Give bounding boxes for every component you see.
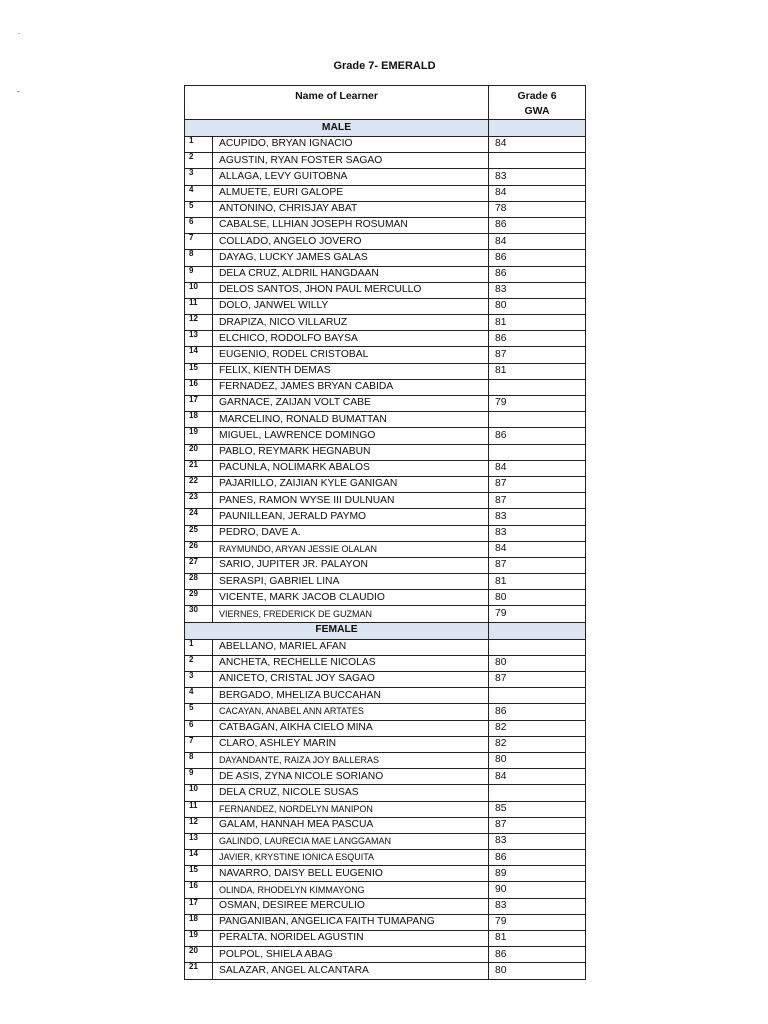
- learner-table: [184, 85, 586, 980]
- row-number: 18: [185, 412, 213, 428]
- learner-name: MIGUEL, LAWRENCE DOMINGO: [213, 428, 489, 444]
- learner-name: AGUSTIN, RYAN FOSTER SAGAO: [213, 153, 489, 169]
- row-number: 8: [185, 250, 213, 266]
- section-blank-cell: [489, 622, 586, 639]
- table-row: [185, 298, 586, 314]
- row-number: 3: [185, 672, 213, 688]
- table-row: [185, 250, 586, 266]
- row-number: 6: [185, 217, 213, 233]
- gwa-value: 80: [489, 752, 586, 768]
- learner-name: CATBAGAN, AIKHA CIELO MINA: [213, 720, 489, 736]
- gwa-value: 86: [489, 250, 586, 266]
- table-row: [185, 525, 586, 541]
- row-number: 2: [185, 153, 213, 169]
- gwa-value: 84: [489, 137, 586, 153]
- gwa-value: 84: [489, 460, 586, 476]
- row-number: 4: [185, 688, 213, 704]
- learner-name: ACUPIDO, BRYAN IGNACIO: [213, 137, 489, 153]
- learner-name: PEDRO, DAVE A.: [213, 525, 489, 541]
- row-number: 5: [185, 704, 213, 720]
- learner-name: NAVARRO, DAISY BELL EUGENIO: [213, 866, 489, 882]
- table-row: [185, 428, 586, 444]
- gwa-value: 84: [489, 185, 586, 201]
- table-row: [185, 947, 586, 963]
- table-row: [185, 169, 586, 185]
- gwa-value: 79: [489, 606, 586, 622]
- learner-name: EUGENIO, RODEL CRISTOBAL: [213, 347, 489, 363]
- row-number: 25: [185, 525, 213, 541]
- learner-name: CABALSE, LLHIAN JOSEPH ROSUMAN: [213, 217, 489, 233]
- learner-name: VIERNES, FREDERICK DE GUZMAN: [213, 606, 489, 622]
- row-number: 7: [185, 234, 213, 250]
- gwa-value: 83: [489, 282, 586, 298]
- table-row: [185, 444, 586, 460]
- gwa-value: 86: [489, 217, 586, 233]
- learner-name: ABELLANO, MARIEL AFAN: [213, 639, 489, 655]
- learner-name: GARNACE, ZAIJAN VOLT CABE: [213, 396, 489, 412]
- table-row: [185, 574, 586, 590]
- gwa-value: [489, 688, 586, 704]
- table-row: [185, 347, 586, 363]
- gwa-value: 84: [489, 541, 586, 557]
- row-number: 28: [185, 574, 213, 590]
- table-row: [185, 752, 586, 768]
- learner-name: PABLO, REYMARK HEGNABUN: [213, 444, 489, 460]
- table-row: [185, 493, 586, 509]
- gwa-value: 84: [489, 234, 586, 250]
- section-label: MALE: [185, 120, 489, 137]
- table-row: [185, 801, 586, 817]
- table-row: [185, 769, 586, 785]
- gwa-value: 80: [489, 298, 586, 314]
- learner-name: JAVIER, KRYSTINE IONICA ESQUITA: [213, 850, 489, 866]
- learner-name: FERNADEZ, JAMES BRYAN CABIDA: [213, 379, 489, 395]
- learner-name: ALMUETE, EURI GALOPE: [213, 185, 489, 201]
- table-row: [185, 509, 586, 525]
- learner-name: DRAPIZA, NICO VILLARUZ: [213, 315, 489, 331]
- gwa-value: 78: [489, 201, 586, 217]
- row-number: 20: [185, 444, 213, 460]
- stray-mark: -: [17, 87, 20, 96]
- table-row: [185, 282, 586, 298]
- learner-name: DELA CRUZ, ALDRIL HANGDAAN: [213, 266, 489, 282]
- gwa-value: 87: [489, 476, 586, 492]
- table-row: [185, 688, 586, 704]
- row-number: 1: [185, 639, 213, 655]
- row-number: 26: [185, 541, 213, 557]
- row-number: 15: [185, 866, 213, 882]
- gwa-value: [489, 153, 586, 169]
- learner-name: DAYAG, LUCKY JAMES GALAS: [213, 250, 489, 266]
- gwa-value: 87: [489, 493, 586, 509]
- row-number: 2: [185, 655, 213, 671]
- learner-name: ALLAGA, LEVY GUITOBNA: [213, 169, 489, 185]
- table-row: [185, 153, 586, 169]
- learner-name: SARIO, JUPITER JR. PALAYON: [213, 557, 489, 573]
- row-number: 29: [185, 590, 213, 606]
- table-row: [185, 363, 586, 379]
- gwa-value: [489, 412, 586, 428]
- table-row: [185, 785, 586, 801]
- gwa-value: 83: [489, 833, 586, 849]
- gwa-value: [489, 639, 586, 655]
- gwa-value: 84: [489, 769, 586, 785]
- table-row: [185, 736, 586, 752]
- gwa-value: 80: [489, 590, 586, 606]
- learner-table-body: [185, 86, 586, 980]
- row-number: 8: [185, 752, 213, 768]
- gwa-value: 83: [489, 509, 586, 525]
- learner-name: SERASPI, GABRIEL LINA: [213, 574, 489, 590]
- table-row: [185, 850, 586, 866]
- learner-name: ANICETO, CRISTAL JOY SAGAO: [213, 672, 489, 688]
- row-number: 16: [185, 379, 213, 395]
- gwa-value: 86: [489, 947, 586, 963]
- document-title: Grade 7- EMERALD: [333, 60, 436, 72]
- gwa-value: 81: [489, 574, 586, 590]
- table-row: [185, 882, 586, 898]
- gwa-value: [489, 444, 586, 460]
- gwa-value: 85: [489, 801, 586, 817]
- learner-name: DAYANDANTE, RAIZA JOY BALLERAS: [213, 752, 489, 768]
- row-number: 12: [185, 315, 213, 331]
- gwa-value: 90: [489, 882, 586, 898]
- learner-name: ANTONINO, CHRISJAY ABAT: [213, 201, 489, 217]
- row-number: 10: [185, 282, 213, 298]
- row-number: 18: [185, 914, 213, 930]
- gwa-value: 87: [489, 817, 586, 833]
- learner-name: OLINDA, RHODELYN KIMMAYONG: [213, 882, 489, 898]
- table-row: [185, 185, 586, 201]
- learner-name: PANES, RAMON WYSE III DULNUAN: [213, 493, 489, 509]
- gwa-header-line1: Grade 6: [517, 90, 557, 102]
- stray-mark: .: [18, 27, 21, 36]
- learner-name: DE ASIS, ZYNA NICOLE SORIANO: [213, 769, 489, 785]
- table-row: [185, 639, 586, 655]
- gwa-value: 83: [489, 525, 586, 541]
- gwa-value: 86: [489, 331, 586, 347]
- table-row: [185, 590, 586, 606]
- learner-name: SALAZAR, ANGEL ALCANTARA: [213, 963, 489, 979]
- row-number: 21: [185, 460, 213, 476]
- gwa-value: 81: [489, 363, 586, 379]
- table-row: [185, 833, 586, 849]
- row-number: 24: [185, 509, 213, 525]
- learner-name: DELOS SANTOS, JHON PAUL MERCULLO: [213, 282, 489, 298]
- table-row: [185, 315, 586, 331]
- gwa-value: [489, 785, 586, 801]
- row-number: 14: [185, 850, 213, 866]
- learner-name: CACAYAN, ANABEL ANN ARTATES: [213, 704, 489, 720]
- table-row: [185, 541, 586, 557]
- learner-name: PAJARILLO, ZAIJIAN KYLE GANIGAN: [213, 476, 489, 492]
- table-row: [185, 412, 586, 428]
- row-number: 7: [185, 736, 213, 752]
- gwa-value: 86: [489, 428, 586, 444]
- learner-name: GALAM, HANNAH MEA PASCUA: [213, 817, 489, 833]
- learner-name: PAUNILLEAN, JERALD PAYMO: [213, 509, 489, 525]
- table-row: [185, 217, 586, 233]
- gwa-value: 82: [489, 720, 586, 736]
- row-number: 19: [185, 428, 213, 444]
- table-row: [185, 460, 586, 476]
- gwa-value: 89: [489, 866, 586, 882]
- gwa-value: 86: [489, 850, 586, 866]
- row-number: 11: [185, 298, 213, 314]
- learner-name: PERALTA, NORIDEL AGUSTIN: [213, 931, 489, 947]
- learner-name: VICENTE, MARK JACOB CLAUDIO: [213, 590, 489, 606]
- table-row: [185, 866, 586, 882]
- row-number: 12: [185, 817, 213, 833]
- gwa-value: 83: [489, 898, 586, 914]
- row-number: 5: [185, 201, 213, 217]
- row-number: 6: [185, 720, 213, 736]
- table-row: [185, 201, 586, 217]
- gwa-value: 81: [489, 931, 586, 947]
- learner-name: PANGANIBAN, ANGELICA FAITH TUMAPANG: [213, 914, 489, 930]
- row-number: 22: [185, 476, 213, 492]
- table-row: [185, 606, 586, 622]
- row-number: 11: [185, 801, 213, 817]
- row-number: 23: [185, 493, 213, 509]
- row-number: 21: [185, 963, 213, 979]
- table-row: [185, 931, 586, 947]
- row-number: 20: [185, 947, 213, 963]
- table-row: [185, 817, 586, 833]
- learner-name: MARCELINO, RONALD BUMATTAN: [213, 412, 489, 428]
- table-header-row: [185, 86, 586, 120]
- learner-name: RAYMUNDO, ARYAN JESSIE OLALAN: [213, 541, 489, 557]
- gwa-value: 82: [489, 736, 586, 752]
- table-row: [185, 396, 586, 412]
- learner-name: PACUNLA, NOLIMARK ABALOS: [213, 460, 489, 476]
- row-number: 15: [185, 363, 213, 379]
- learner-name: FELIX, KIENTH DEMAS: [213, 363, 489, 379]
- table-row: [185, 137, 586, 153]
- table-row: [185, 704, 586, 720]
- learner-name: OSMAN, DESIREE MERCULIO: [213, 898, 489, 914]
- learner-name: DELA CRUZ, NICOLE SUSAS: [213, 785, 489, 801]
- learner-name: GALINDO, LAURECIA MAE LANGGAMAN: [213, 833, 489, 849]
- gwa-column-header: [489, 86, 586, 120]
- row-number: 3: [185, 169, 213, 185]
- table-row: [185, 720, 586, 736]
- learner-name: FERNANDEZ, NORDELYN MANIPON: [213, 801, 489, 817]
- table-row: [185, 476, 586, 492]
- table-row: [185, 557, 586, 573]
- gwa-value: 87: [489, 672, 586, 688]
- learner-name: POLPOL, SHIELA ABAG: [213, 947, 489, 963]
- gwa-value: 83: [489, 169, 586, 185]
- gwa-value: 80: [489, 963, 586, 979]
- learner-name: DOLO, JANWEL WILLY: [213, 298, 489, 314]
- gwa-value: 87: [489, 347, 586, 363]
- row-number: 16: [185, 882, 213, 898]
- name-column-header: Name of Learner: [185, 86, 489, 120]
- row-number: 9: [185, 266, 213, 282]
- row-number: 14: [185, 347, 213, 363]
- table-row: [185, 234, 586, 250]
- gwa-value: 86: [489, 266, 586, 282]
- gwa-value: 81: [489, 315, 586, 331]
- row-number: 4: [185, 185, 213, 201]
- section-blank-cell: [489, 120, 586, 137]
- learner-name: ELCHICO, RODOLFO BAYSA: [213, 331, 489, 347]
- row-number: 9: [185, 769, 213, 785]
- learner-name: BERGADO, MHELIZA BUCCAHAN: [213, 688, 489, 704]
- row-number: 17: [185, 898, 213, 914]
- gwa-value: 79: [489, 396, 586, 412]
- gwa-value: [489, 379, 586, 395]
- row-number: 10: [185, 785, 213, 801]
- row-number: 13: [185, 331, 213, 347]
- gwa-value: 80: [489, 655, 586, 671]
- row-number: 17: [185, 396, 213, 412]
- row-number: 13: [185, 833, 213, 849]
- table-row: [185, 672, 586, 688]
- table-row: [185, 266, 586, 282]
- table-row: [185, 331, 586, 347]
- table-row: [185, 898, 586, 914]
- gwa-value: 79: [489, 914, 586, 930]
- table-row: [185, 914, 586, 930]
- learner-name: ANCHETA, RECHELLE NICOLAS: [213, 655, 489, 671]
- table-row: [185, 379, 586, 395]
- section-label: FEMALE: [185, 622, 489, 639]
- section-header-row: [185, 120, 586, 137]
- gwa-value: 87: [489, 557, 586, 573]
- learner-name: COLLADO, ANGELO JOVERO: [213, 234, 489, 250]
- table-row: [185, 655, 586, 671]
- section-header-row: [185, 622, 586, 639]
- row-number: 19: [185, 931, 213, 947]
- gwa-header-line2: GWA: [524, 104, 550, 117]
- row-number: 1: [185, 137, 213, 153]
- gwa-value: 86: [489, 704, 586, 720]
- table-row: [185, 963, 586, 979]
- learner-name: CLARO, ASHLEY MARIN: [213, 736, 489, 752]
- row-number: 30: [185, 606, 213, 622]
- row-number: 27: [185, 557, 213, 573]
